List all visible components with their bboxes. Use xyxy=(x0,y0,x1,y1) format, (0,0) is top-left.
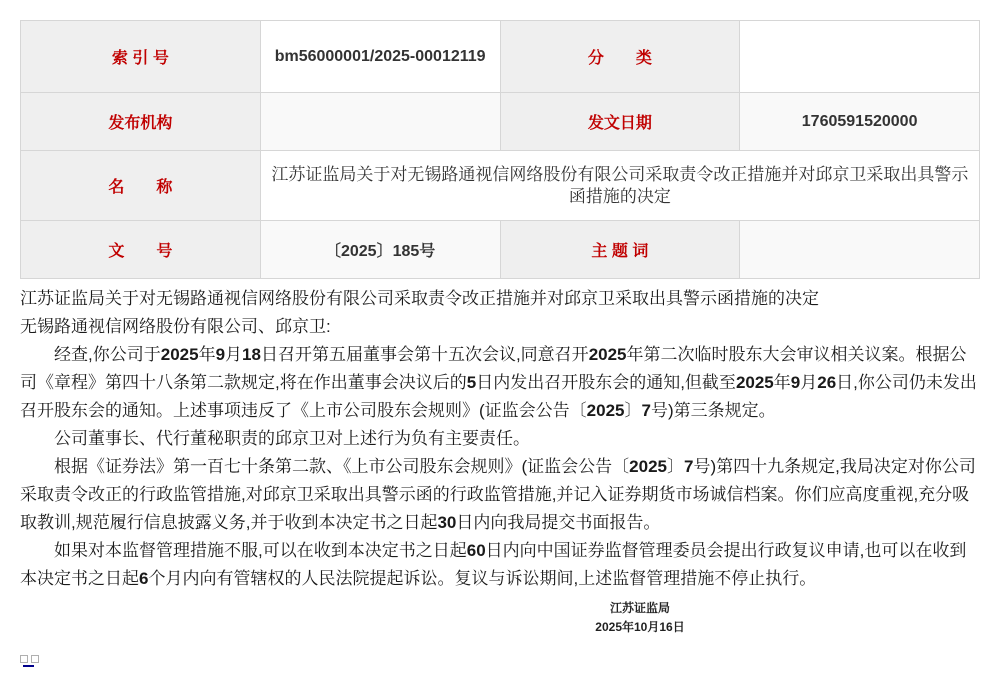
issuing-agency-value xyxy=(260,93,500,151)
document-heading: 江苏证监局关于对无锡路通视信网络股份有限公司采取责令改正措施并对邱京卫采取出具警示函措施的决定 xyxy=(20,289,819,308)
signature-org: 江苏证监局 xyxy=(609,601,670,615)
body-paragraph-4: 如果对本监督管理措施不服,可以在收到本决定书之日起60日内向中国证券监督管理委员会提出行政复议申请,也可以在收到本决定书之日起6个月内向有管辖权的人民法院提起诉讼。复议与诉讼期间,上述监督管理措施不停止执行。 xyxy=(20,541,967,588)
meta-row-issuer xyxy=(21,93,980,151)
body-paragraph-3: 根据《证券法》第一百七十条第二款、《上市公司股东会规则》(证监会公告〔2025〕7号)第四十九条规定,我局决定对你公司采取责令改正的行政监管措施,对邱京卫采取出具警示函的行政监管措施,并记入证券期货市场诚信档案。你们应高度重视,充分吸取教训,规范履行信息披露义务,并于收到本决定书之日起30日内向我局提交书面报告。 xyxy=(20,457,976,532)
index-number-value: bm56000001/2025-00012119 xyxy=(260,21,500,93)
document-body xyxy=(20,285,980,593)
body-paragraph-1: 经查,你公司于2025年9月18日召开第五届董事会第十五次会议,同意召开2025年第二次临时股东大会审议相关议案。根据公司《章程》第四十八条第二款规定,将在作出董事会决议后的5日内发出召开股东会的通知,但截至2025年9月26日,你公司仍未发出召开股东会的通知。上述事项违反了《上市公司股东会规则》(证监会公告〔2025〕7号)第三条规定。 xyxy=(20,345,977,420)
meta-row-name xyxy=(21,151,980,221)
index-number-label: 索 引 号 xyxy=(21,21,261,93)
link-underline xyxy=(23,665,34,667)
category-label: 分 类 xyxy=(500,21,740,93)
broken-image-icon xyxy=(20,655,28,663)
meta-row-index xyxy=(21,21,980,93)
meta-row-docnum xyxy=(21,221,980,279)
issuing-agency-label: 发布机构 xyxy=(21,93,261,151)
doc-number-label: 文 号 xyxy=(21,221,261,279)
doc-number-value: 〔2025〕185号 xyxy=(260,221,500,279)
issue-date-label: 发文日期 xyxy=(500,93,740,151)
doc-name-value: 江苏证监局关于对无锡路通视信网络股份有限公司采取责令改正措施并对邱京卫采取出具警示函措施的决定 xyxy=(260,151,979,221)
doc-name-label: 名 称 xyxy=(21,151,261,221)
signature-block xyxy=(280,599,1000,637)
issue-date-value: 1760591520000 xyxy=(740,93,980,151)
attachment-link[interactable] xyxy=(20,655,39,665)
subject-words-label: 主 题 词 xyxy=(500,221,740,279)
salutation-line: 无锡路通视信网络股份有限公司、邱京卫: xyxy=(20,317,331,336)
doc-meta-table xyxy=(20,20,980,279)
broken-image-icon xyxy=(31,655,39,663)
body-paragraph-2: 公司董事长、代行董秘职责的邱京卫对上述行为负有主要责任。 xyxy=(54,429,530,448)
signature-date: 2025年10月16日 xyxy=(595,620,685,634)
page-container xyxy=(20,0,980,665)
category-value xyxy=(740,21,980,93)
subject-words-value xyxy=(740,221,980,279)
